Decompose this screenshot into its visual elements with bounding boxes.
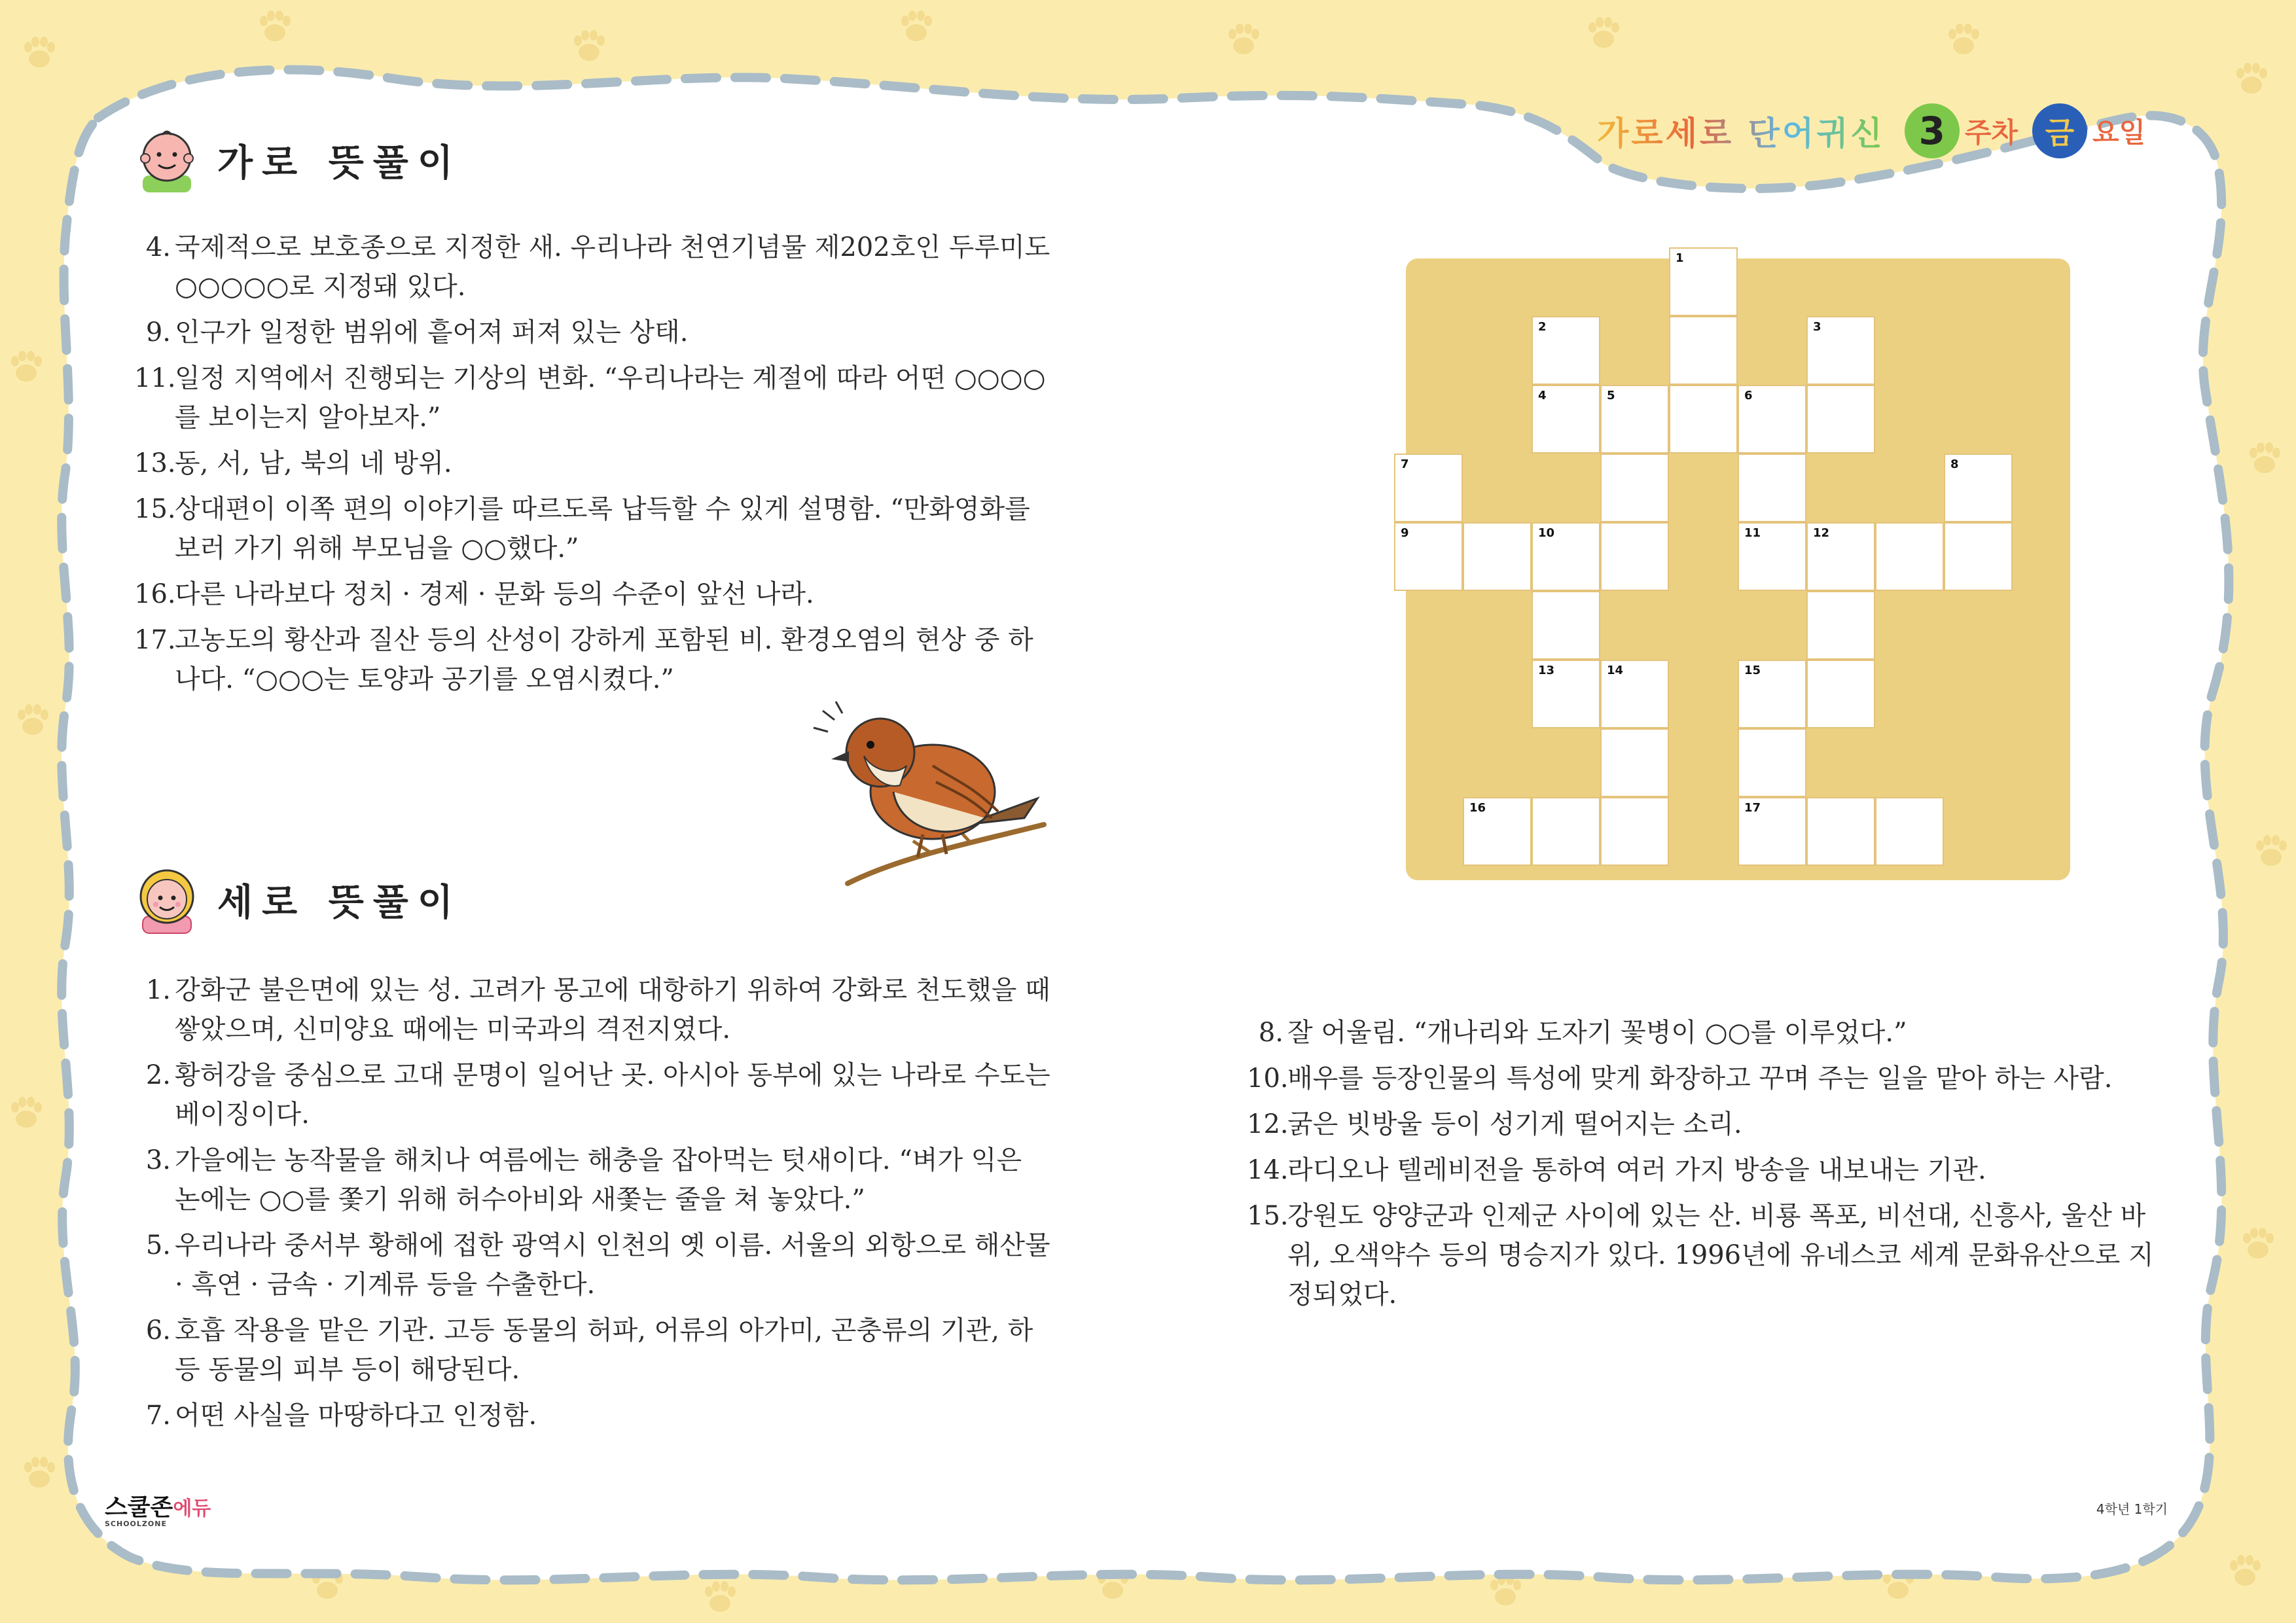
crossword-cell[interactable]: [1669, 247, 1738, 316]
down-section-title: [131, 864, 462, 936]
crossword-cell-number: 5: [1607, 389, 1615, 402]
crossword-cell-number: 8: [1950, 457, 1959, 471]
crossword-cell[interactable]: [1738, 522, 1806, 591]
girl-face-icon: [131, 864, 203, 936]
crossword-cell[interactable]: [1944, 454, 2013, 522]
crossword-cell-number: 3: [1813, 320, 1821, 334]
crossword-cell-number: 10: [1538, 526, 1555, 540]
down-title: 세로 뜻풀이: [217, 882, 462, 924]
clue-item: 6. 호흡 작용을 맡은 기관. 고등 동물의 허파, 어류의 아가미, 곤충류의 기관, 하등 동물의 피부 등이 해당된다.: [145, 1315, 1033, 1385]
clue-item: 4. 국제적으로 보호종으로 지정한 새. 우리나라 천연기념물 제202호인 두루미도 ○○○○○로 지정돼 있다.: [145, 232, 1050, 302]
crossword-cell[interactable]: [1806, 660, 1875, 728]
crossword-cell[interactable]: [1394, 522, 1463, 591]
grade-label: 4학년 1학기: [2096, 1501, 2168, 1517]
across-section-title: [131, 124, 462, 196]
clue-item: 16. 다른 나라보다 정치 · 경제 · 문화 등의 수준이 앞선 나라.: [134, 579, 814, 609]
boy-face-icon: [131, 124, 203, 196]
clue-item: 15. 강원도 양양군과 인제군 사이에 있는 산. 비룡 폭포, 비선대, 신흥사, 울산 바위, 오색약수 등의 명승지가 있다. 1996년에 유네스코 세계 문화유산으로 지정되었다.: [1247, 1201, 2154, 1310]
clue-item: 14. 라디오나 텔레비전을 통하여 여러 가지 방송을 내보내는 기관.: [1247, 1155, 1986, 1185]
crossword-cell[interactable]: [1600, 728, 1669, 797]
crossword-cell[interactable]: [1600, 522, 1669, 591]
crossword-cell[interactable]: [1738, 385, 1806, 454]
crossword-cell[interactable]: [1600, 797, 1669, 866]
clue-item: 9. 인구가 일정한 범위에 흩어져 퍼져 있는 상태.: [145, 317, 689, 348]
crossword-cell[interactable]: [1600, 660, 1669, 728]
crossword-cell[interactable]: [1600, 385, 1669, 454]
crossword-cell[interactable]: [1875, 522, 1944, 591]
crossword-cell[interactable]: [1600, 454, 1669, 522]
crossword-cell[interactable]: [1669, 385, 1738, 454]
crossword-cell[interactable]: [1806, 522, 1875, 591]
crossword-cell-number: 1: [1676, 251, 1684, 265]
crossword-cell-number: 7: [1401, 457, 1409, 471]
crossword-cell-number: 12: [1813, 526, 1830, 540]
crossword-cell[interactable]: [1944, 522, 2013, 591]
crossword-cell[interactable]: [1669, 316, 1738, 385]
clue-item: 8. 잘 어울림. “개나리와 도자기 꽃병이 ○○를 이루었다.”: [1258, 1018, 1907, 1048]
crossword-cell-number: 16: [1469, 801, 1486, 815]
clue-item: 11. 일정 지역에서 진행되는 기상의 변화. “우리나라는 계절에 따라 어떤 ○○○○를 보이는지 알아보자.”: [134, 363, 1046, 433]
crossword-cell[interactable]: [1806, 797, 1875, 866]
crossword-cell[interactable]: [1532, 316, 1600, 385]
crossword-cell-number: 9: [1401, 526, 1409, 540]
down-clue-list-right: [1247, 1013, 2170, 1321]
crossword-cell-number: 6: [1744, 389, 1753, 402]
crossword-board: [1401, 251, 2070, 880]
crossword-cell[interactable]: [1806, 385, 1875, 454]
clue-item: 15. 상대편이 이쪽 편의 이야기를 따르도록 납득할 수 있게 설명함. “만화영화를 보러 가기 위해 부모님을 ○○했다.”: [134, 494, 1030, 563]
crossword-cell[interactable]: [1875, 797, 1944, 866]
series-title: 가로세로 단어귀신: [1597, 107, 1885, 154]
clue-item: 5. 우리나라 중서부 황해에 접한 광역시 인천의 옛 이름. 서울의 외항으로 해산물 · 흑연 · 금속 · 기계류 등을 수출한다.: [145, 1230, 1050, 1300]
crossword-cell-number: 4: [1538, 389, 1547, 402]
crossword-cell[interactable]: [1463, 522, 1532, 591]
clue-item: 12. 굵은 빗방울 등이 성기게 떨어지는 소리.: [1247, 1109, 1742, 1139]
series-header: [1597, 98, 2155, 164]
clue-item: 2. 황허강을 중심으로 고대 문명이 일어난 곳. 아시아 동부에 있는 나라로 수도는 베이징이다.: [145, 1060, 1050, 1130]
crossword-cell[interactable]: [1532, 522, 1600, 591]
publisher-logo: 스쿨존에듀 SCHOOLZONE: [105, 1494, 211, 1528]
week-number-badge: 3: [1905, 103, 1960, 158]
crossword-cell[interactable]: [1394, 454, 1463, 522]
crossword-cell[interactable]: [1738, 797, 1806, 866]
clue-item: 13. 동, 서, 남, 북의 네 방위.: [134, 448, 452, 478]
clue-item: 10. 배우를 등장인물의 특성에 맞게 화장하고 꾸며 주는 일을 맡아 하는 사람.: [1247, 1063, 2113, 1094]
crossword-cell[interactable]: [1532, 591, 1600, 660]
crossword-cell[interactable]: [1738, 728, 1806, 797]
crossword-cell[interactable]: [1463, 797, 1532, 866]
down-clue-list-left: [134, 971, 1050, 1442]
sparrow-illustration: [802, 694, 1064, 890]
crossword-cell[interactable]: [1532, 660, 1600, 728]
week-label: 주차: [1964, 116, 2018, 149]
crossword-cell[interactable]: [1806, 591, 1875, 660]
crossword-cell-number: 15: [1744, 664, 1761, 677]
across-title: 가로 뜻풀이: [217, 142, 462, 185]
crossword-cell[interactable]: [1532, 385, 1600, 454]
crossword-cell[interactable]: [1738, 454, 1806, 522]
crossword-cell[interactable]: [1806, 316, 1875, 385]
crossword-cell-number: 11: [1744, 526, 1761, 540]
clue-item: 17. 고농도의 황산과 질산 등의 산성이 강하게 포함된 비. 환경오염의 현상 중 하나다. “○○○는 토양과 공기를 오염시켰다.”: [134, 625, 1033, 694]
crossword-cell-number: 13: [1538, 664, 1555, 677]
crossword-cell[interactable]: [1532, 797, 1600, 866]
crossword-cell-number: 17: [1744, 801, 1761, 815]
crossword-cell[interactable]: [1738, 660, 1806, 728]
across-clue-list: [134, 228, 1050, 705]
crossword-cell-number: 2: [1538, 320, 1547, 334]
clue-item: 7. 어떤 사실을 마땅하다고 인정함.: [145, 1400, 537, 1431]
day-badge: 금: [2032, 103, 2087, 158]
day-label: 요일: [2092, 116, 2146, 149]
clue-item: 3. 가을에는 농작물을 해치나 여름에는 해충을 잡아먹는 텃새이다. “벼가 익은 논에는 ○○를 쫓기 위해 허수아비와 새쫓는 줄을 쳐 놓았다.”: [145, 1145, 1022, 1215]
clue-item: 1. 강화군 불은면에 있는 성. 고려가 몽고에 대항하기 위하여 강화로 천도했을 때 쌓았으며, 신미양요 때에는 미국과의 격전지였다.: [145, 975, 1050, 1044]
crossword-cell-number: 14: [1607, 664, 1624, 677]
